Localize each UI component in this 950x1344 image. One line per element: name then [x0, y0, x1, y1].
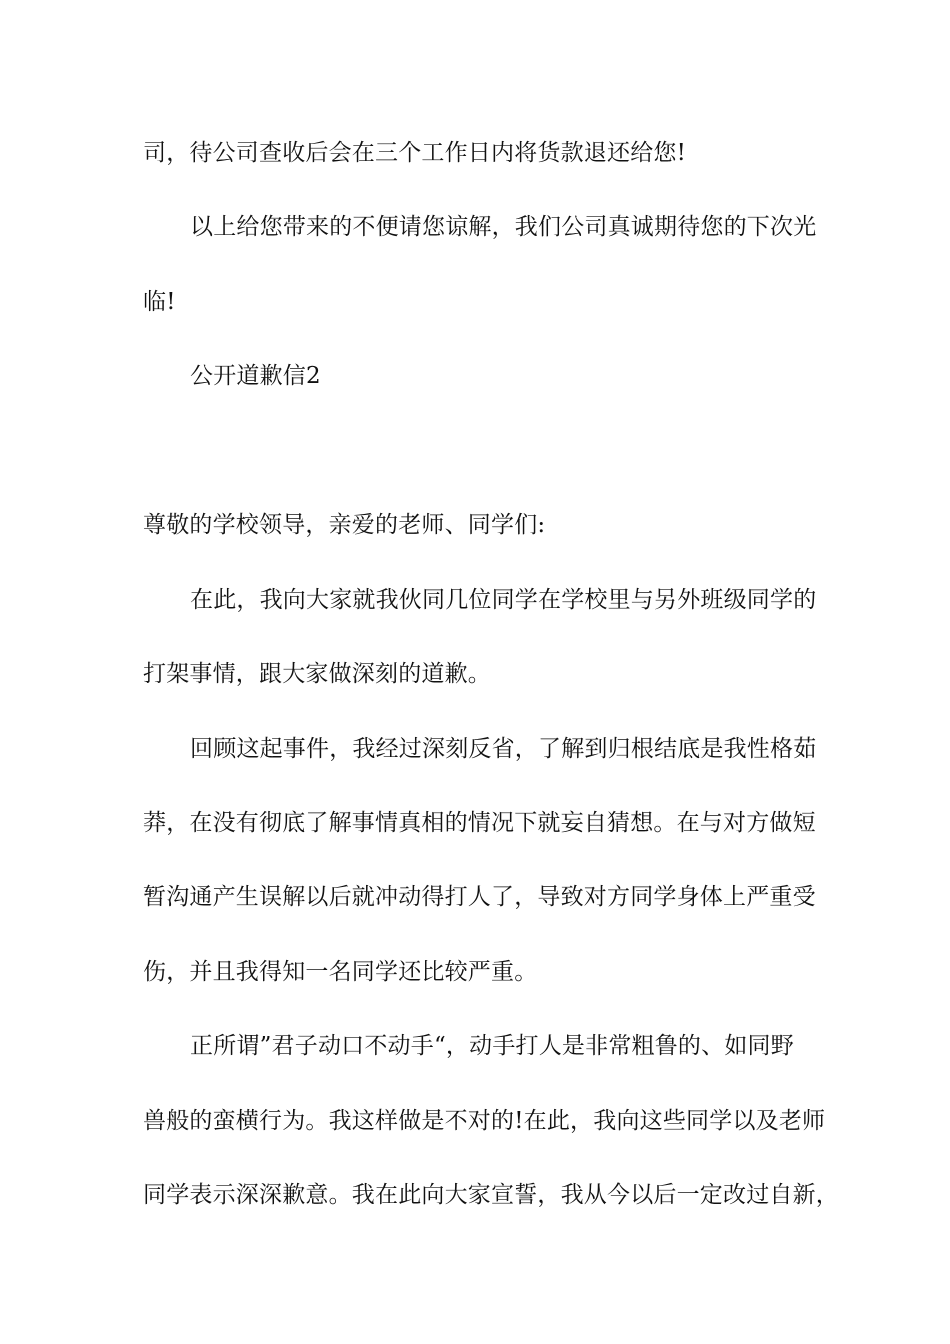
- section-heading: 公开道歉信2: [190, 363, 321, 389]
- text-line: 暂沟通产生误解以后就冲动得打人了，导致对方同学身体上严重受: [143, 884, 816, 910]
- text-line: 正所谓”君子动口不动手“，动手打人是非常粗鲁的、如同野: [190, 1033, 794, 1059]
- text-line: 莽，在没有彻底了解事情真相的情况下就妄自猜想。在与对方做短: [143, 810, 816, 836]
- text-line: 临!: [143, 289, 176, 315]
- text-line: 打架事情，跟大家做深刻的道歉。: [143, 661, 491, 687]
- text-line: 同学表示深深歉意。我在此向大家宣誓，我从今以后一定改过自新，: [143, 1182, 839, 1208]
- text-line: 兽般的蛮横行为。我这样做是不对的!在此，我向这些同学以及老师: [143, 1108, 826, 1134]
- text-line: 司，待公司查收后会在三个工作日内将货款退还给您!: [143, 140, 687, 166]
- text-line: 回顾这起事件，我经过深刻反省，了解到归根结底是我性格茹: [190, 736, 817, 762]
- salutation: 尊敬的学校领导，亲爱的老师、同学们:: [143, 512, 546, 538]
- text-line: 以上给您带来的不便请您谅解，我们公司真诚期待您的下次光: [190, 214, 817, 240]
- text-line: 在此，我向大家就我伙同几位同学在学校里与另外班级同学的: [190, 587, 817, 613]
- text-line: 伤，并且我得知一名同学还比较严重。: [143, 959, 538, 985]
